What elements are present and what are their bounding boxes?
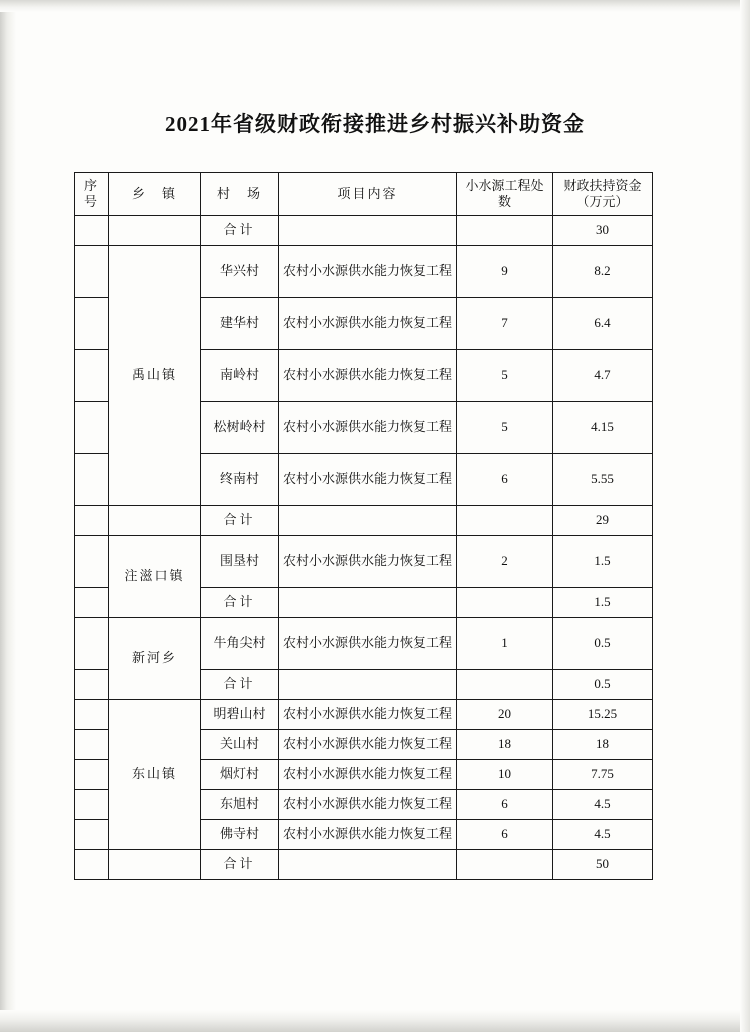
cell-money: 4.15 bbox=[553, 402, 653, 454]
cell-village: 南岭村 bbox=[201, 350, 279, 402]
column-header-money bbox=[553, 173, 653, 216]
cell-project bbox=[279, 506, 457, 536]
cell-money: 30 bbox=[553, 216, 653, 246]
cell-money: 7.75 bbox=[553, 760, 653, 790]
table-row bbox=[75, 536, 653, 588]
cell-town: 新河乡 bbox=[109, 618, 201, 700]
cell-town: 东山镇 bbox=[109, 700, 201, 850]
cell-village: 明碧山村 bbox=[201, 700, 279, 730]
page-edge-right bbox=[740, 0, 750, 1032]
cell-project: 农村小水源供水能力恢复工程 bbox=[279, 820, 457, 850]
cell-money: 8.2 bbox=[553, 246, 653, 298]
cell-no bbox=[75, 618, 109, 670]
column-header-count bbox=[457, 173, 553, 216]
page-edge-bottom bbox=[0, 1010, 750, 1032]
cell-count: 6 bbox=[457, 790, 553, 820]
table-row bbox=[75, 700, 653, 730]
cell-village: 建华村 bbox=[201, 298, 279, 350]
cell-count: 5 bbox=[457, 350, 553, 402]
cell-town: 注滋口镇 bbox=[109, 536, 201, 618]
cell-no bbox=[75, 760, 109, 790]
cell-project bbox=[279, 216, 457, 246]
page-edge-top bbox=[0, 0, 750, 12]
cell-count: 7 bbox=[457, 298, 553, 350]
cell-no bbox=[75, 506, 109, 536]
cell-project: 农村小水源供水能力恢复工程 bbox=[279, 618, 457, 670]
cell-no bbox=[75, 246, 109, 298]
column-header-money-line2: （万元） bbox=[576, 194, 629, 209]
cell-count: 18 bbox=[457, 730, 553, 760]
table-body bbox=[75, 216, 653, 880]
cell-money: 1.5 bbox=[553, 588, 653, 618]
cell-count bbox=[457, 670, 553, 700]
cell-money: 0.5 bbox=[553, 618, 653, 670]
cell-count bbox=[457, 850, 553, 880]
cell-village: 合计 bbox=[201, 670, 279, 700]
cell-village: 烟灯村 bbox=[201, 760, 279, 790]
cell-village: 合计 bbox=[201, 216, 279, 246]
column-header-no: 序号 bbox=[75, 173, 109, 216]
table-header bbox=[75, 173, 653, 216]
cell-village: 围垦村 bbox=[201, 536, 279, 588]
cell-project: 农村小水源供水能力恢复工程 bbox=[279, 350, 457, 402]
cell-count: 5 bbox=[457, 402, 553, 454]
cell-project bbox=[279, 588, 457, 618]
cell-count: 9 bbox=[457, 246, 553, 298]
cell-money: 50 bbox=[553, 850, 653, 880]
page-edge-left bbox=[0, 0, 16, 1032]
cell-no bbox=[75, 670, 109, 700]
cell-village: 东旭村 bbox=[201, 790, 279, 820]
cell-project: 农村小水源供水能力恢复工程 bbox=[279, 298, 457, 350]
cell-count: 6 bbox=[457, 820, 553, 850]
cell-money: 4.5 bbox=[553, 790, 653, 820]
cell-village: 合计 bbox=[201, 850, 279, 880]
cell-count: 6 bbox=[457, 454, 553, 506]
table-row bbox=[75, 216, 653, 246]
cell-money: 1.5 bbox=[553, 536, 653, 588]
cell-village: 终南村 bbox=[201, 454, 279, 506]
column-header-count-line2: 数 bbox=[497, 194, 511, 209]
cell-no bbox=[75, 454, 109, 506]
cell-no bbox=[75, 790, 109, 820]
cell-project: 农村小水源供水能力恢复工程 bbox=[279, 536, 457, 588]
cell-no bbox=[75, 850, 109, 880]
cell-village: 佛寺村 bbox=[201, 820, 279, 850]
cell-project: 农村小水源供水能力恢复工程 bbox=[279, 454, 457, 506]
cell-village: 合计 bbox=[201, 506, 279, 536]
cell-money: 0.5 bbox=[553, 670, 653, 700]
table-row bbox=[75, 506, 653, 536]
cell-project: 农村小水源供水能力恢复工程 bbox=[279, 246, 457, 298]
column-header-money-line1: 财政扶持资金 bbox=[563, 177, 642, 193]
cell-count: 1 bbox=[457, 618, 553, 670]
cell-count: 2 bbox=[457, 536, 553, 588]
cell-town bbox=[109, 216, 201, 246]
column-header-count-line1: 小水源工程处 bbox=[465, 177, 544, 193]
cell-money: 18 bbox=[553, 730, 653, 760]
cell-count: 10 bbox=[457, 760, 553, 790]
page-title: 2021年省级财政衔接推进乡村振兴补助资金 bbox=[165, 112, 585, 136]
column-header-village: 村 场 bbox=[201, 173, 279, 216]
fund-allocation-table bbox=[74, 172, 653, 880]
cell-money: 4.7 bbox=[553, 350, 653, 402]
cell-no bbox=[75, 298, 109, 350]
cell-village: 关山村 bbox=[201, 730, 279, 760]
cell-no bbox=[75, 350, 109, 402]
cell-project: 农村小水源供水能力恢复工程 bbox=[279, 790, 457, 820]
cell-no bbox=[75, 700, 109, 730]
table-row bbox=[75, 850, 653, 880]
cell-no bbox=[75, 820, 109, 850]
table-row bbox=[75, 618, 653, 670]
cell-village: 合计 bbox=[201, 588, 279, 618]
cell-no bbox=[75, 536, 109, 588]
cell-town: 禹山镇 bbox=[109, 246, 201, 506]
cell-project: 农村小水源供水能力恢复工程 bbox=[279, 402, 457, 454]
column-header-project: 项目内容 bbox=[279, 173, 457, 216]
cell-count bbox=[457, 506, 553, 536]
cell-village: 松树岭村 bbox=[201, 402, 279, 454]
cell-project: 农村小水源供水能力恢复工程 bbox=[279, 700, 457, 730]
cell-money: 4.5 bbox=[553, 820, 653, 850]
cell-no bbox=[75, 216, 109, 246]
cell-project bbox=[279, 670, 457, 700]
cell-no bbox=[75, 588, 109, 618]
cell-count bbox=[457, 588, 553, 618]
table-row bbox=[75, 246, 653, 298]
cell-project: 农村小水源供水能力恢复工程 bbox=[279, 730, 457, 760]
cell-money: 6.4 bbox=[553, 298, 653, 350]
cell-count: 20 bbox=[457, 700, 553, 730]
cell-village: 牛角尖村 bbox=[201, 618, 279, 670]
cell-money: 29 bbox=[553, 506, 653, 536]
cell-town bbox=[109, 850, 201, 880]
cell-no bbox=[75, 730, 109, 760]
cell-village: 华兴村 bbox=[201, 246, 279, 298]
cell-project bbox=[279, 850, 457, 880]
cell-money: 5.55 bbox=[553, 454, 653, 506]
column-header-town: 乡 镇 bbox=[109, 173, 201, 216]
cell-count bbox=[457, 216, 553, 246]
cell-project: 农村小水源供水能力恢复工程 bbox=[279, 760, 457, 790]
cell-no bbox=[75, 402, 109, 454]
cell-town bbox=[109, 506, 201, 536]
cell-money: 15.25 bbox=[553, 700, 653, 730]
